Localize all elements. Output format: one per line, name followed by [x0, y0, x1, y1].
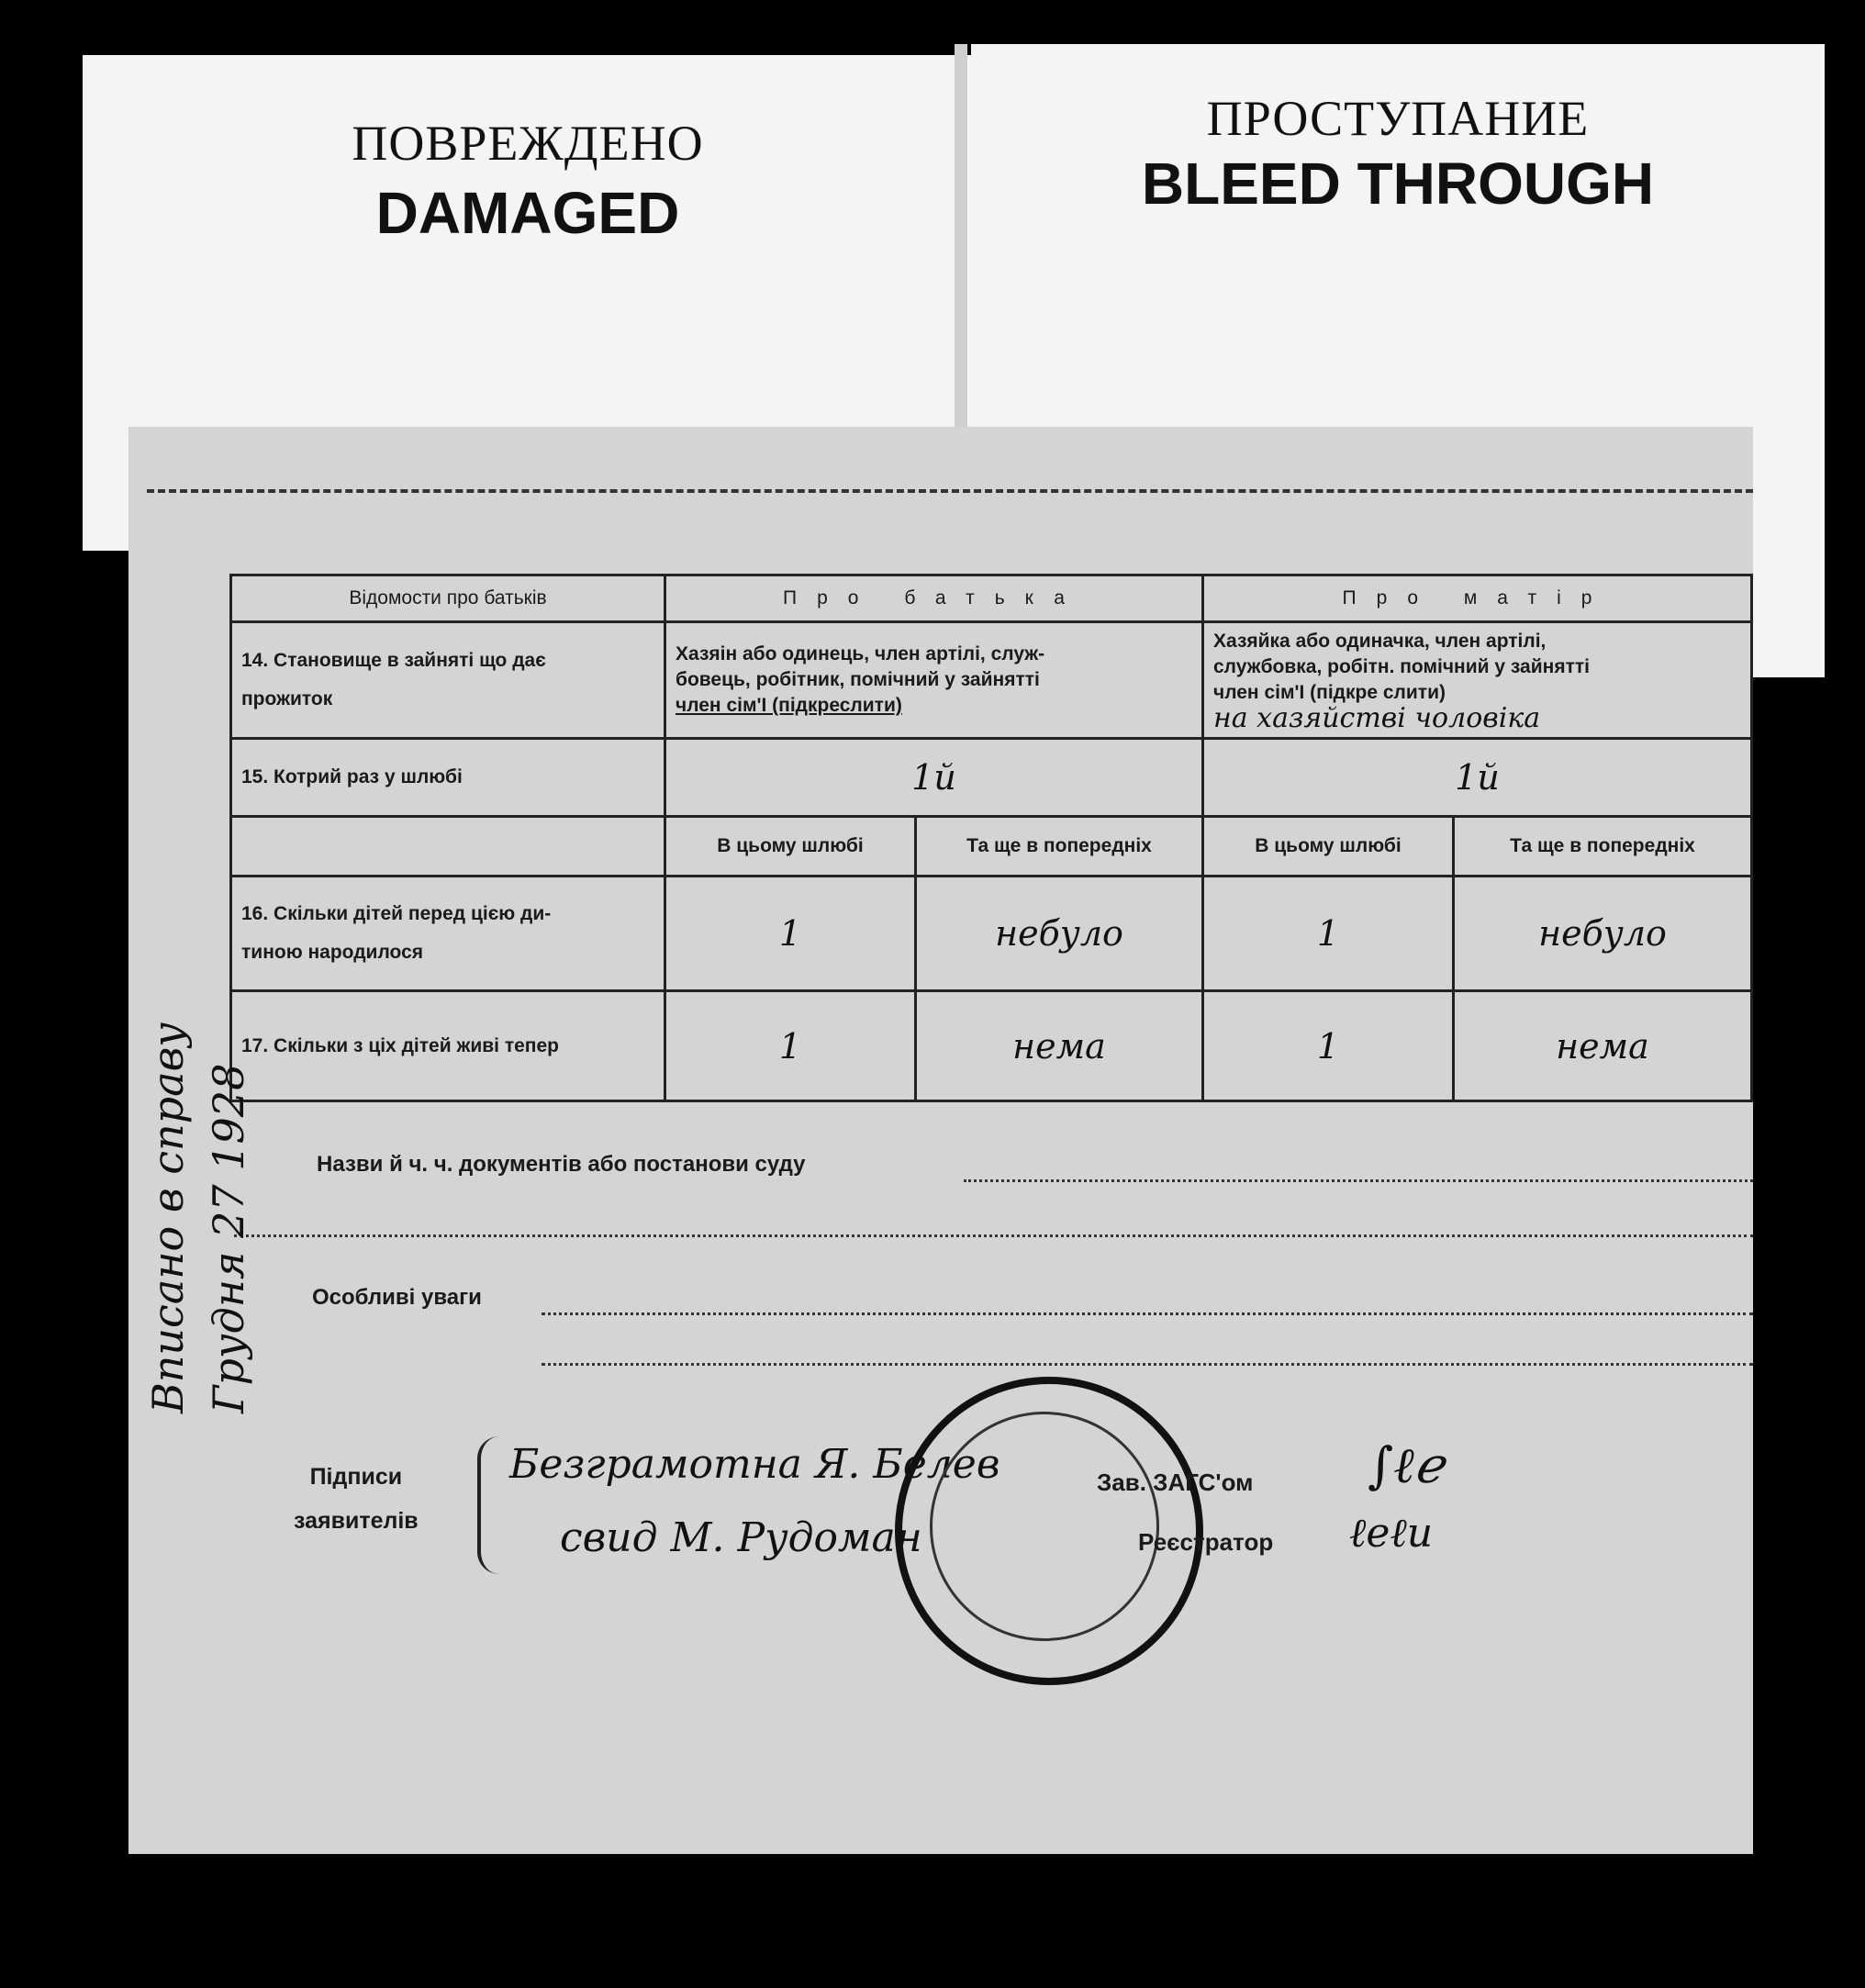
card-fold — [955, 44, 967, 430]
special-notes-label: Особливі уваги — [312, 1285, 482, 1310]
row-15-marriage-count — [231, 739, 1752, 817]
margin-note-line1: Вписано в справу — [143, 1022, 193, 1413]
registry-form-page — [128, 427, 1753, 1854]
official-seal-inner-ring — [930, 1412, 1159, 1641]
damaged-label-ru: ПОВРЕЖДЕНО — [352, 116, 704, 171]
row-16-father-prev: небуло — [916, 877, 1203, 991]
registry-head-signature: ∫ℓℯ — [1368, 1436, 1444, 1494]
perforation-line — [147, 489, 1753, 493]
row-17-children-alive — [231, 991, 1752, 1101]
row-16-label-line2: тиною народилося — [241, 942, 424, 963]
documents-dotted-line — [964, 1179, 1753, 1182]
subheader-empty — [231, 817, 665, 877]
row-14-label — [231, 622, 665, 739]
row-14-father-options — [665, 622, 1203, 739]
row-14-mother-handwritten: на хазяйстві чоловіка — [1213, 702, 1541, 734]
row-15-father-value: 1й — [665, 739, 1203, 817]
row-14-mother-options — [1203, 622, 1752, 739]
row-17-label: 17. Скільки з ціх дітей живі тепер — [231, 991, 665, 1101]
row-17-father-this: 1 — [665, 991, 916, 1101]
row-14-label-line1: 14. Становище в зайняті що дає — [241, 650, 546, 671]
damaged-label-en: DAMAGED — [375, 180, 680, 246]
parents-info-table — [229, 574, 1753, 1102]
row-14-mother-line3: член сім'І (підкре слити) — [1213, 682, 1446, 703]
applicant-signature-1: Безграмотна Я. Белев — [509, 1441, 1000, 1488]
row-14-label-line2: прожиток — [241, 688, 333, 709]
row-17-mother-prev: нема — [1454, 991, 1752, 1101]
registrar-signature: ℓеℓи — [1349, 1510, 1434, 1557]
row-16-children-born — [231, 877, 1752, 991]
registrar-label: Реєстратор — [1138, 1528, 1274, 1556]
table-header-row — [231, 575, 1752, 622]
documents-dotted-line-2 — [234, 1234, 1753, 1237]
subheader-mother-this: В цьому шлюбі — [1203, 817, 1454, 877]
header-mother: Про матір — [1203, 575, 1752, 622]
notes-dotted-line — [542, 1312, 1753, 1315]
row-14-mother-line2: службовка, робітн. помічний у зайнятті — [1213, 656, 1590, 677]
row-14-father-line2: бовець, робітник, помічний у зайнятті — [676, 669, 1040, 690]
row-17-father-prev: нема — [916, 991, 1203, 1101]
row-15-label: 15. Котрий раз у шлюбі — [231, 739, 665, 817]
registry-head-label: Зав. ЗАГС'ом — [1097, 1469, 1254, 1496]
margin-note-line2: Грудня 27 1928 — [204, 1063, 253, 1413]
header-parents-info: Відомости про батьків — [231, 575, 665, 622]
signatures-label-line1: Підписи — [309, 1464, 403, 1490]
signatures-brace — [477, 1436, 499, 1574]
subheader-mother-prev: Та ще в попередніх — [1454, 817, 1752, 877]
row-17-mother-this: 1 — [1203, 991, 1454, 1101]
bleed-through-label-en: BLEED THROUGH — [1141, 151, 1655, 217]
margin-handwritten-note — [138, 1022, 259, 1413]
row-14-father-line3: член сім'І (підкреслити) — [676, 695, 902, 716]
row-16-label-line1: 16. Скільки дітей перед цією ди- — [241, 903, 552, 924]
subheader-father-this: В цьому шлюбі — [665, 817, 916, 877]
row-14-occupation — [231, 622, 1752, 739]
row-16-mother-this: 1 — [1203, 877, 1454, 991]
row-16-mother-prev: небуло — [1454, 877, 1752, 991]
row-14-father-line1: Хазяін або одинець, член артілі, служ- — [676, 643, 1045, 665]
notes-dotted-line-2 — [542, 1363, 1753, 1366]
row-16-father-this: 1 — [665, 877, 916, 991]
row-16-label — [231, 877, 665, 991]
row-15-mother-value: 1й — [1203, 739, 1752, 817]
applicant-signature-2: свид М. Рудоман — [560, 1514, 922, 1561]
bleed-through-label-ru: ПРОСТУПАНИЕ — [1206, 91, 1590, 146]
documents-label: Назви й ч. ч. документів або постанови суду — [317, 1152, 806, 1177]
row-14-mother-line1: Хазяйка або одиначка, член артілі, — [1213, 631, 1547, 652]
subheader-father-prev: Та ще в попередніх — [916, 817, 1203, 877]
signatures-label-line2: заявителів — [294, 1508, 419, 1534]
header-father: Про батька — [665, 575, 1203, 622]
signatures-label — [294, 1455, 419, 1543]
children-subheader-row — [231, 817, 1752, 877]
